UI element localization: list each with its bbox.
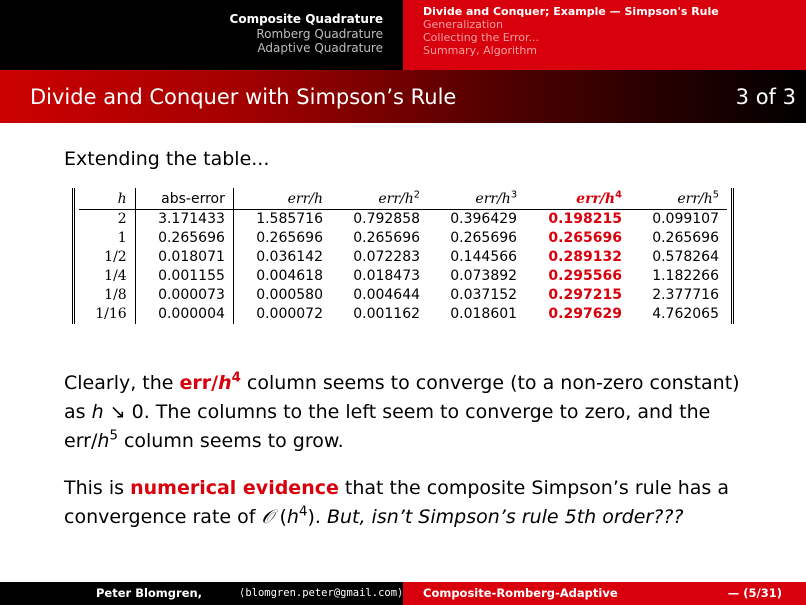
cell-err-h5: 2.377716 bbox=[652, 287, 719, 303]
cell-err-h5: 0.099107 bbox=[652, 211, 719, 227]
footer-title-panel bbox=[403, 582, 806, 605]
cell-abs-error: 0.001155 bbox=[135, 267, 233, 286]
table-row bbox=[79, 248, 727, 267]
table-row bbox=[79, 210, 727, 230]
cell-err-h3: 0.073892 bbox=[450, 268, 518, 284]
subsection-list bbox=[423, 5, 719, 57]
cell-err-h: 0.000072 bbox=[256, 306, 323, 322]
math-h: h bbox=[97, 430, 110, 452]
footer-email: ⟨blomgren.peter@gmail.com⟩ bbox=[239, 587, 404, 599]
cell-err-h2: 0.265696 bbox=[353, 230, 421, 246]
cell-abs-error: 0.000004 bbox=[135, 305, 233, 324]
subsection-summary-algorithm[interactable]: Summary, Algorithm bbox=[423, 44, 538, 57]
error-table-frame bbox=[72, 188, 734, 324]
section-nav-panel bbox=[0, 0, 403, 70]
cell-err-h2: 0.018473 bbox=[353, 268, 421, 284]
cell-h: 1/16 bbox=[79, 305, 135, 324]
cell-err-h3: 0.018601 bbox=[450, 306, 518, 322]
section-romberg-quadrature[interactable]: Romberg Quadrature bbox=[256, 26, 383, 41]
highlight-err-h4: err/$h^4$ bbox=[179, 370, 241, 394]
footer-author-panel bbox=[0, 582, 403, 605]
text-run: . bbox=[314, 506, 327, 528]
table-row bbox=[79, 286, 727, 305]
col-header-err-h2: err/$h^2$ bbox=[331, 188, 428, 210]
footer-author: Peter Blomgren, bbox=[96, 586, 203, 600]
math-h: h bbox=[91, 401, 104, 423]
col-header-err-h3: err/$h^3$ bbox=[428, 188, 525, 210]
cell-err-h3: 0.144566 bbox=[450, 249, 518, 265]
cell-abs-error: 0.018071 bbox=[135, 248, 233, 267]
cell-err-h2: 0.072283 bbox=[353, 249, 421, 265]
col-header-h: h bbox=[79, 188, 135, 210]
cell-err-h5: 1.182266 bbox=[652, 268, 719, 284]
math-h: h bbox=[286, 506, 299, 528]
section-composite-quadrature[interactable]: Composite Quadrature bbox=[229, 12, 383, 26]
cell-err-h: 0.265696 bbox=[256, 230, 323, 246]
highlight-numerical-evidence: numerical evidence bbox=[130, 477, 339, 499]
cell-err-h: 0.004618 bbox=[256, 268, 323, 284]
cell-h: 2 bbox=[79, 210, 135, 230]
table-row bbox=[79, 267, 727, 286]
text-run: column seems to converge (to a non-zero constant) as bbox=[64, 372, 740, 423]
cell-err-h: 0.036142 bbox=[256, 249, 323, 265]
subsection-nav-panel bbox=[403, 0, 806, 70]
cell-abs-error: 0.000073 bbox=[135, 286, 233, 305]
col-header-err-h5: err/$h^5$ bbox=[630, 188, 727, 210]
frame-title: Divide and Conquer with Simpson’s Rule bbox=[30, 85, 457, 109]
cell-err-h3: 0.396429 bbox=[450, 211, 518, 227]
cell-err-h4: 0.265696 bbox=[548, 230, 622, 246]
cell-abs-error: 3.171433 bbox=[135, 210, 233, 230]
cell-err-h5: 0.265696 bbox=[652, 230, 719, 246]
cell-err-h5: 0.578264 bbox=[652, 249, 719, 265]
cell-err-h4: 0.289132 bbox=[548, 249, 622, 265]
cell-h: 1/2 bbox=[79, 248, 135, 267]
text-run: column seems to grow. bbox=[117, 430, 344, 452]
fifth-order-question: But, isn’t Simpson’s rule 5th order??? bbox=[326, 506, 684, 528]
slide-counter: 3 of 3 bbox=[735, 85, 796, 109]
subsection-collecting-error[interactable]: Collecting the Error... bbox=[423, 31, 539, 44]
footer-bar bbox=[0, 582, 806, 605]
table-row bbox=[79, 305, 727, 324]
cell-h: 1/4 bbox=[79, 267, 135, 286]
col-header-err-h: err/h bbox=[233, 188, 331, 210]
col-header-err-h4: err/$h^4$ bbox=[525, 188, 630, 210]
section-list bbox=[230, 12, 383, 56]
paren-open: ( bbox=[273, 506, 287, 528]
cell-h: 1 bbox=[79, 229, 135, 248]
cell-err-h3: 0.037152 bbox=[450, 287, 518, 303]
cell-abs-error: 0.265696 bbox=[135, 229, 233, 248]
cell-err-h: 0.000580 bbox=[256, 287, 323, 303]
cell-err-h2: 0.004644 bbox=[353, 287, 421, 303]
searrow-symbol: ↘ bbox=[103, 401, 132, 423]
cell-err-h4: 0.297215 bbox=[548, 287, 622, 303]
cell-err-h5: 4.762065 bbox=[652, 306, 719, 322]
cell-err-h4: 0.198215 bbox=[548, 211, 622, 227]
error-table bbox=[79, 188, 727, 324]
cell-err-h2: 0.001162 bbox=[353, 306, 421, 322]
subsection-generalization[interactable]: Generalization bbox=[423, 18, 503, 31]
cell-err-h: 1.585716 bbox=[256, 211, 323, 227]
cell-err-h3: 0.265696 bbox=[450, 230, 518, 246]
cell-err-h4: 0.297629 bbox=[548, 306, 622, 322]
big-o-symbol: 𝒪 bbox=[261, 506, 274, 528]
table-row bbox=[79, 229, 727, 248]
table-header-row bbox=[79, 188, 727, 210]
frame-title-bar bbox=[0, 70, 806, 123]
col-header-abs-error: abs-error bbox=[135, 188, 233, 210]
exponent: 5 bbox=[109, 428, 118, 444]
paragraph-evidence bbox=[64, 474, 754, 532]
text-run: This is bbox=[64, 477, 131, 499]
paren-close: ) bbox=[307, 506, 315, 528]
subsection-divide-and-conquer[interactable]: Divide and Conquer; Example — Simpson's Rule bbox=[423, 5, 719, 18]
text-run: that the composite Simpson’s rule has a convergence rate of bbox=[64, 477, 729, 528]
section-adaptive-quadrature[interactable]: Adaptive Quadrature bbox=[257, 41, 383, 55]
navigation-header bbox=[0, 0, 806, 70]
text-run: 0. The columns to the left seem to converge to zero, and the err/ bbox=[64, 401, 711, 452]
footer-page-number: — (5/31) bbox=[727, 586, 782, 600]
cell-err-h2: 0.792858 bbox=[353, 211, 421, 227]
text-run: Clearly, the bbox=[64, 372, 180, 394]
cell-err-h4: 0.295566 bbox=[548, 268, 622, 284]
footer-talk-title: Composite-Romberg-Adaptive bbox=[423, 586, 618, 600]
cell-h: 1/8 bbox=[79, 286, 135, 305]
paragraph-convergence bbox=[64, 369, 754, 456]
exponent: 4 bbox=[298, 504, 308, 520]
lead-text: Extending the table... bbox=[64, 148, 270, 170]
